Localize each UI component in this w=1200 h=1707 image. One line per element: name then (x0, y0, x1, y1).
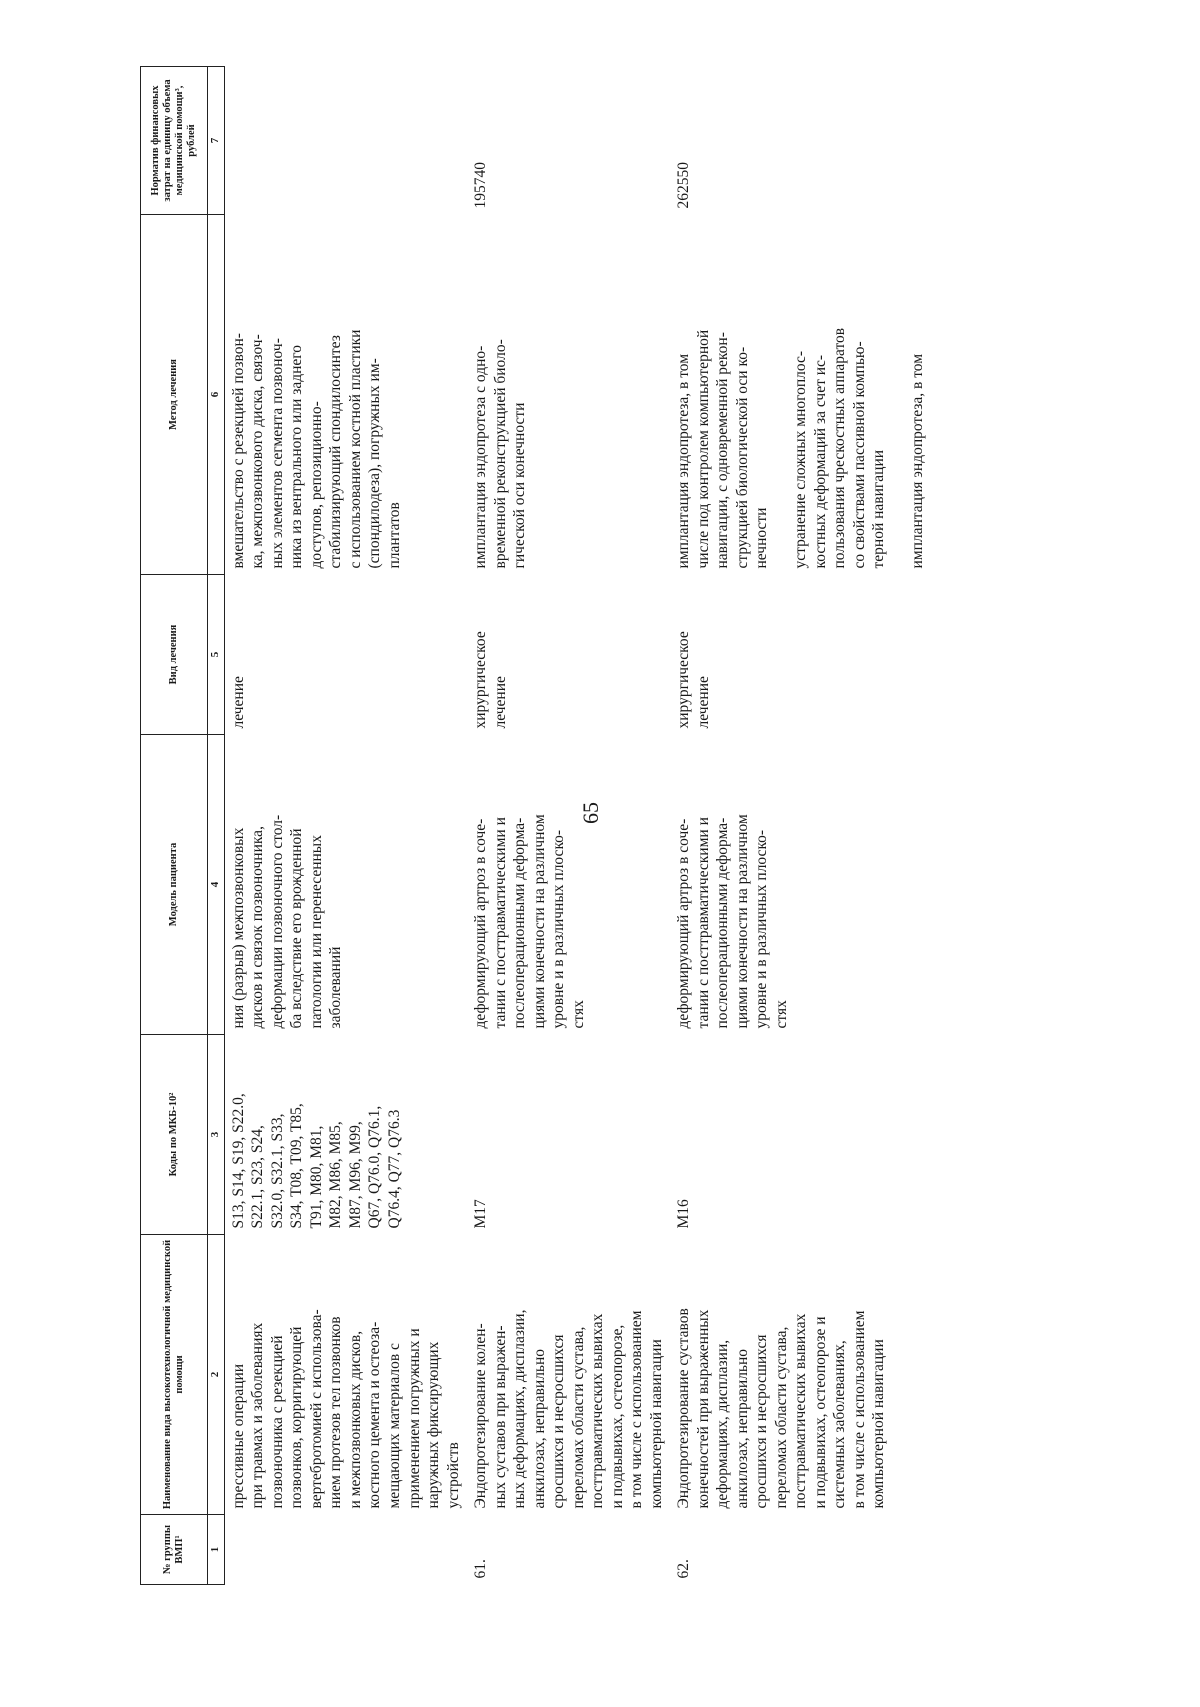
patient-model: деформирующий артроз в соче- тании с посттравматическими и послеоперационными деформа- циями конечности на различном уровне и в различных плоско- стях (472, 814, 587, 1029)
column-number: 1 (208, 1515, 225, 1585)
column-number: 6 (208, 215, 225, 575)
care-name: прессивные операции при травмах и заболеваниях позвоночника с резекцией позвонков, корригирующей вертебротомией с использова- нием протезов тел позвонков и межпозвонковых дисков, костного цемента и остеоза- мещающих материалов с применением погружных и наружных фиксирующих устройств (229, 1309, 462, 1509)
medical-care-table (140, 67, 1040, 1585)
treatment-type: хирургическое лечение (472, 631, 509, 729)
cost-norm: 195740 (472, 162, 490, 209)
column-number: 5 (208, 575, 225, 735)
row-number: 61. (472, 1559, 490, 1579)
column-number: 3 (208, 1035, 225, 1235)
treatment-method: имплантация эндопротеза, в том числе под контролем компьютерной навигации, с одновременной рекон- струкцией биологической оси ко- нечности устранение сложных многоплос- костных деформаций за счет ис- пользования чрескостных аппаратов со свойствами пассивной компью- терной навигации имплантация эндопротеза, в том (675, 327, 927, 569)
icd-codes: M16 (675, 1199, 693, 1229)
column-number: 4 (208, 735, 225, 1035)
care-name: Эндопротезирование колен- ных суставов при выражен- ных деформациях, дисплазии, анкилозах, неправильно сросшихся и несросшихся переломах области сустава, посттравматических вывихах и подвывихах, остеопорозе, в том числе с использованием компьютерной навигации (472, 1309, 665, 1509)
cost-norm: 262550 (675, 162, 693, 209)
column-numbers-row (208, 67, 225, 1585)
header-treatment-method: Метод лечения (141, 215, 208, 575)
treatment-method: вмешательство с резекцией позвон- ка, межпозвонкового диска, связоч- ных элементов сегмента позвоноч- ника из вентрального или заднего доступов, репозиционно- стабилизирующий спондилосинтез с использованием костной пластики (спондилодеза), погружных им- плантатов (229, 329, 403, 569)
header-group-number: № группы ВМП¹ (141, 1515, 208, 1585)
column-number: 2 (208, 1235, 225, 1515)
header-care-name: Наименование вида высокотехнологичной медицинской помощи (141, 1235, 208, 1515)
table-row (467, 67, 670, 1585)
table (140, 66, 932, 1585)
treatment-type: хирургическое лечение (675, 631, 712, 729)
page-number: 65 (578, 802, 603, 824)
table-row (670, 67, 932, 1585)
icd-codes: S13, S14, S19, S22.0, S22.1, S23, S24, S32.0, S32.1, S33, S34, T08, T09, T85, T91, M80, M81, M82, M86, M85, M87, M96, M99, Q67, Q76.0, Q76.1, Q76.4, Q77, Q76.3 (229, 1093, 403, 1229)
header-patient-model: Модель пациента (141, 735, 208, 1035)
care-name: Эндопротезирование суставов конечностей при выраженных деформациях, дисплазии, анкилозах, неправильно сросшихся и несросшихся переломах области сустава, посттравматических вывихах и подвывихах, остеопорозе и системных заболеваниях, в том числе с использованием компьютерной навигации (675, 1308, 888, 1509)
table-header-row (141, 67, 208, 1585)
row-number: 62. (675, 1559, 693, 1579)
patient-model: деформирующий артроз в соче- тании с посттравматическими и послеоперационными деформа- циями конечности на различном уровне и в различных плоско- стях (675, 814, 790, 1029)
row-number (224, 1515, 467, 1585)
cost-norm (224, 67, 467, 215)
icd-codes: M17 (472, 1199, 490, 1229)
treatment-type: лечение (229, 676, 247, 729)
header-icd-codes: Коды по МКБ-10² (141, 1035, 208, 1235)
table-row (224, 67, 467, 1585)
header-treatment-type: Вид лечения (141, 575, 208, 735)
column-number: 7 (208, 67, 225, 215)
header-cost-norm: Норматив финансовых затрат на единицу объема медицинской помощи³, рублей (141, 67, 208, 215)
patient-model: ния (разрыв) межпозвонковых дисков и связок позвоночника, деформации позвоночного стол- ба вследствие его врожденной патологии или перенесенных заболеваний (229, 814, 345, 1029)
treatment-method: имплантация эндопротеза с одно- временной реконструкцией биоло- гической оси конечности (472, 339, 529, 569)
